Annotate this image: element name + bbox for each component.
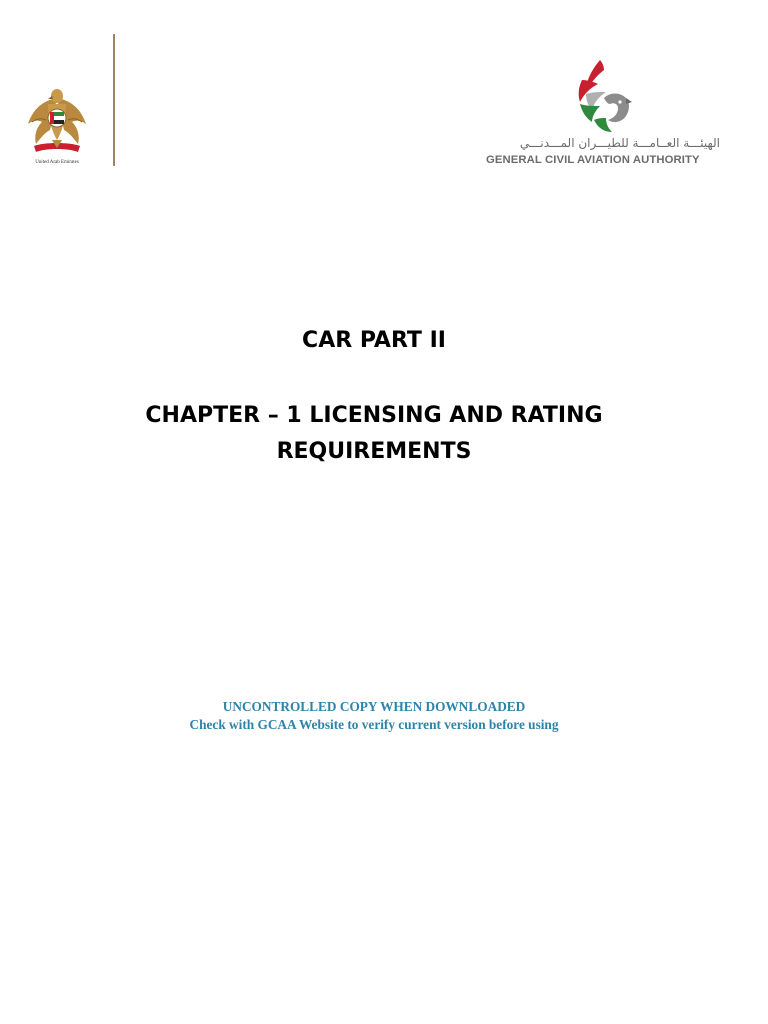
uae-caption: United Arab Emirates xyxy=(35,160,79,165)
gcaa-arabic-name: الهيئـــة العــامـــة للطيـــران المـــدنـــي xyxy=(519,136,720,150)
uae-emblem xyxy=(24,84,90,170)
uncontrolled-copy-notice xyxy=(0,698,748,734)
gcaa-falcon-logo-icon xyxy=(574,58,634,140)
gcaa-logo xyxy=(486,58,726,170)
notice-line-1: UNCONTROLLED COPY WHEN DOWNLOADED xyxy=(222,699,526,714)
header-divider xyxy=(113,34,115,166)
document-title: CAR PART II xyxy=(302,328,446,353)
chapter-title: CHAPTER – 1 LICENSING AND RATING REQUIREMENTS xyxy=(145,403,603,464)
gcaa-english-name: GENERAL CIVIL AVIATION AUTHORITY xyxy=(486,154,700,166)
notice-line-2: Check with GCAA Website to verify current version before using xyxy=(189,717,559,732)
uae-falcon-emblem-icon xyxy=(24,84,90,158)
